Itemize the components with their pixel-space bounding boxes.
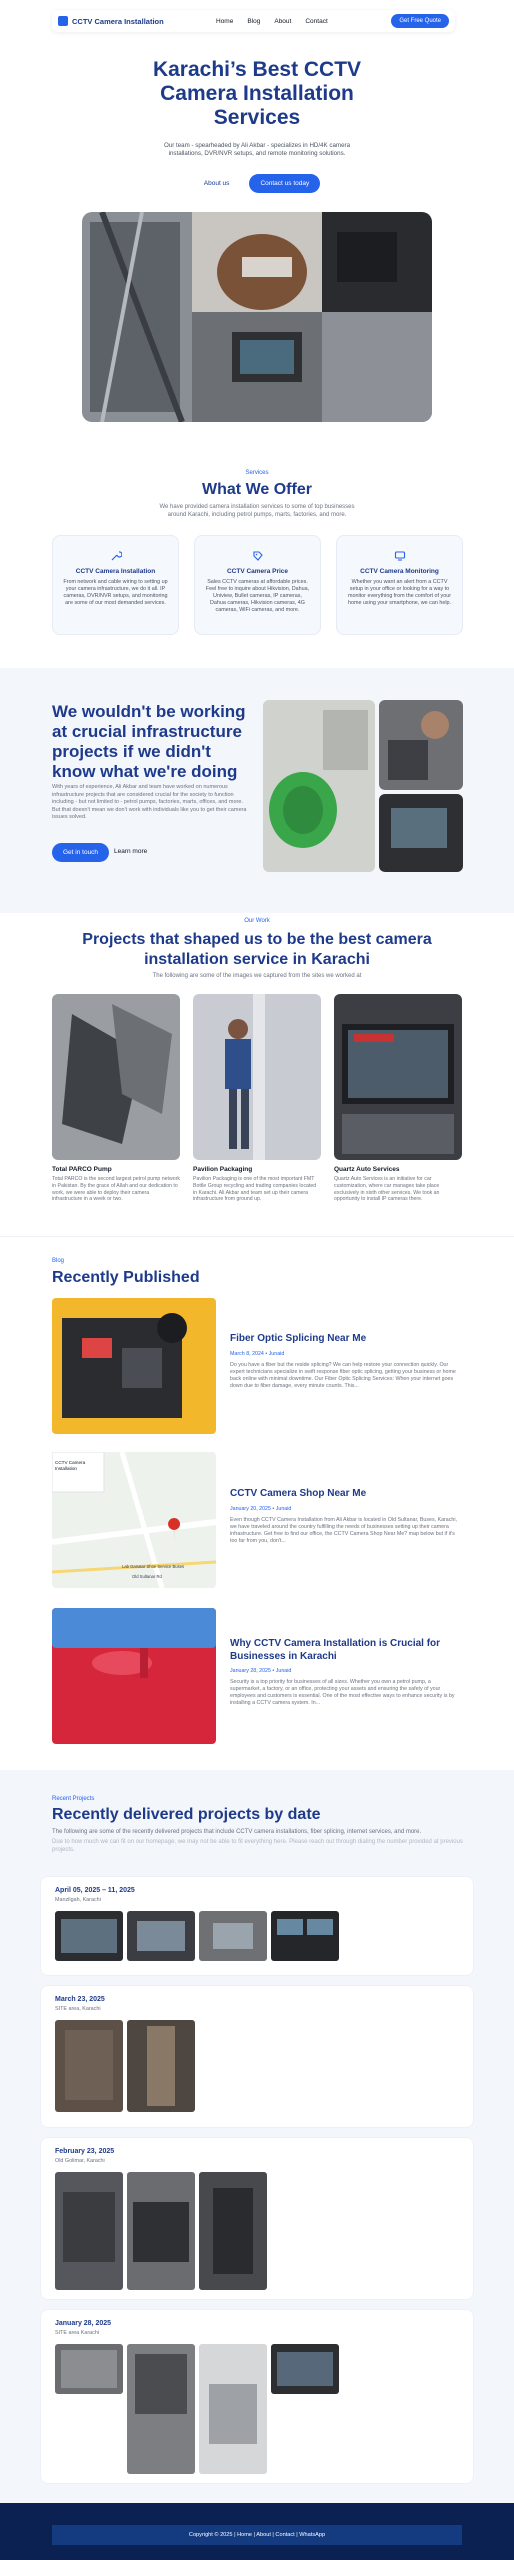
entry-location: SITE area, Karachi bbox=[55, 2006, 101, 2012]
top-navbar bbox=[52, 10, 455, 32]
nav-link-blog[interactable]: Blog bbox=[247, 17, 261, 25]
brand-logo[interactable] bbox=[58, 16, 198, 26]
gallery-thumbnail[interactable] bbox=[199, 2172, 267, 2290]
gallery-thumbnail[interactable] bbox=[127, 2344, 195, 2474]
service-title: CCTV Camera Price bbox=[226, 568, 289, 575]
project-text: Total PARCO is the second largest petrol pump network in Pakistan. By the grace of Allah and our dedication to work, we were able to deploy their camera infrastructure in a week or two. bbox=[52, 1176, 180, 1203]
entry-date: February 23, 2025 bbox=[55, 2148, 115, 2155]
gallery-thumbnail[interactable] bbox=[127, 2020, 195, 2112]
entry-location: Old Golimar, Karachi bbox=[55, 2158, 105, 2164]
project-entry bbox=[40, 2309, 474, 2484]
post-title[interactable]: Fiber Optic Splicing Near Me bbox=[230, 1333, 367, 1344]
hero-subtitle: Our team - spearheaded by Ali Akbar - specializes in HD/4K camera installations, DVR/NVR setups, and remote monitoring solutions. bbox=[163, 142, 351, 157]
entry-gallery bbox=[55, 1911, 459, 1961]
footer-links[interactable]: Copyright © 2025 | Home | About | Contact | WhatsApp bbox=[188, 2532, 326, 2538]
map-label-road: Lab Ganatar Shoe Service Buses bbox=[122, 1564, 185, 1569]
gallery-thumbnail[interactable] bbox=[127, 2172, 195, 2290]
brand-name: CCTV Camera Installation bbox=[72, 16, 164, 26]
entry-location: SITE area Karachi bbox=[55, 2330, 100, 2336]
entry-gallery bbox=[55, 2020, 459, 2112]
gallery-thumbnail[interactable] bbox=[55, 2020, 123, 2112]
post-title[interactable]: Why CCTV Camera Installation is Crucial for Businesses in Karachi bbox=[230, 1638, 441, 1662]
post-image-map[interactable] bbox=[52, 1452, 216, 1588]
get-quote-button[interactable]: Get Free Quote bbox=[391, 14, 449, 28]
tag-icon bbox=[205, 550, 310, 562]
service-card-price bbox=[194, 535, 321, 635]
gallery-thumbnail[interactable] bbox=[271, 1911, 339, 1961]
contact-us-button[interactable]: Contact us today bbox=[249, 174, 320, 193]
gallery-thumbnail[interactable] bbox=[199, 2344, 267, 2474]
gallery-thumbnail[interactable] bbox=[199, 1911, 267, 1961]
gallery-thumbnail[interactable] bbox=[55, 2344, 123, 2394]
entry-date: April 05, 2025 – 11, 2025 bbox=[55, 1887, 135, 1894]
recent-subtitle: The following are some of the recently delivered projects that include CCTV camera installations, fiber splicing, internet services, and more. bbox=[52, 1829, 422, 1835]
project-image bbox=[52, 994, 180, 1160]
project-title: Total PARCO Pump bbox=[52, 1166, 112, 1173]
entry-date: March 23, 2025 bbox=[55, 1996, 105, 2003]
nav-links bbox=[216, 18, 328, 25]
post-image-fiber[interactable] bbox=[52, 1298, 216, 1434]
services-subtitle: We have provided camera installation services to some of top businesses around Karachi, including petrol pumps, marts, factories, and more. bbox=[159, 504, 355, 518]
post-shop bbox=[230, 1488, 462, 1545]
blog-eyebrow: Blog bbox=[52, 1258, 65, 1264]
post-excerpt: Security is a top priority for businesses of all sizes. Whether you own a petrol pump, a supermarket, a factory, or an office, protecting your assets and ensuring the safety of your employees and customers is essential. One of the most effective ways to enhance security is by installing a CCTV camera system. In... bbox=[230, 1679, 455, 1706]
post-meta: January 20, 2025 • Junaid bbox=[230, 1505, 292, 1512]
footer-bar bbox=[52, 2525, 462, 2545]
learn-more-link[interactable]: Learn more bbox=[114, 848, 148, 855]
entry-gallery bbox=[55, 2344, 459, 2474]
work-eyebrow: Our Work bbox=[244, 918, 270, 924]
gallery-thumbnail[interactable] bbox=[55, 1911, 123, 1961]
project-card-parco[interactable] bbox=[52, 994, 180, 1203]
map-label-street: Old Sultanar Rd bbox=[132, 1574, 162, 1579]
nav-link-home[interactable]: Home bbox=[216, 17, 234, 25]
about-text: With years of experience, Ali Akbar and team have worked on numerous infrastructure projects that are considered crucial for the society to function including - but not limited to - petrol pumps, factories, marts, offices, and more. But that doesn't mean we don't work with individuals like you to get their camera issues solved. bbox=[52, 784, 247, 820]
camera-icon bbox=[58, 16, 68, 26]
service-text: Whether you want an alert from a CCTV setup in your office or looking for a way to monitor everything from the comfort of your home using your smartphone, we can help. bbox=[347, 579, 452, 606]
service-text: Sales CCTV cameras at affordable prices. Feel free to inquire about Hikvision, Dahua, Uniview, Bullet cameras, IP cameras, Dahua cameras, Hikvision cameras, 4G cameras, WiFi cameras, and more. bbox=[205, 579, 310, 613]
post-excerpt: Do you have a fiber but the reside splicing? We can help restore your connection quickly. Our expert technicians specialize in swift response fiber optic splicing, getting your business or home back online with minimal downtime. Our Fiber Optic Splicing Services: When your internet goes down due to fiber damage, every minute counts. This... bbox=[230, 1361, 456, 1389]
service-card-installation bbox=[52, 535, 179, 635]
entry-location: Manzilgah, Karachi bbox=[55, 1897, 101, 1903]
project-image bbox=[193, 994, 321, 1160]
project-entry bbox=[40, 1876, 474, 1976]
hero-collage-image bbox=[82, 212, 432, 422]
services-eyebrow: Services bbox=[245, 470, 269, 476]
divider bbox=[0, 1236, 514, 1237]
about-title: We wouldn't be working at crucial infrastructure projects if we didn't know what we're doing bbox=[52, 702, 246, 781]
project-title: Quartz Auto Services bbox=[334, 1166, 400, 1173]
about-us-button[interactable]: About us bbox=[203, 180, 230, 187]
work-subtitle: The following are some of the images we captured from the sites we worked at bbox=[152, 973, 362, 979]
project-title: Pavilion Packaging bbox=[193, 1166, 253, 1173]
project-card-pavilion[interactable] bbox=[193, 994, 321, 1203]
post-excerpt: Even though CCTV Camera Installation from Ali Akbar is located in Old Sultanar, Buses, Karachi, we have traveled around the country fulfilling the needs of businesses setting up their camera infrastructure. Get free to find our office, the CCTV Camera Shop Near Me? map below but if it's too far from you, don't... bbox=[230, 1516, 457, 1544]
service-text: From network and cable wiring to setting up your camera infrastructure, we do it all. IP cameras, DVR/NVR setups, and monitoring are some of our most demanded services. bbox=[63, 579, 168, 606]
hero-actions bbox=[0, 174, 514, 193]
project-entry bbox=[40, 1985, 474, 2128]
post-image-camera[interactable] bbox=[52, 1608, 216, 1744]
gallery-thumbnail[interactable] bbox=[127, 1911, 195, 1961]
project-text: Pavilion Packaging is one of the most important FMT Bottle Group recycling and trading companies located in Karachi. Ali Akbar and team set up their camera infrastructure from ground up. bbox=[193, 1176, 317, 1203]
recent-note: Due to how much we can fit on our homepage, we may not be able to fit everything here. Please reach out through dialing the number provided at previous projects. bbox=[52, 1839, 463, 1853]
project-image bbox=[334, 994, 462, 1160]
post-title[interactable]: CCTV Camera Shop Near Me bbox=[230, 1488, 367, 1499]
recent-title: Recently delivered projects by date bbox=[52, 1806, 321, 1823]
monitor-icon bbox=[347, 550, 452, 562]
post-meta: January 28, 2025 • Junaid bbox=[230, 1668, 292, 1674]
post-crucial bbox=[230, 1638, 462, 1707]
entry-gallery bbox=[55, 2172, 459, 2290]
project-entry bbox=[40, 2137, 474, 2300]
service-title: CCTV Camera Monitoring bbox=[360, 568, 439, 575]
hero-title: Karachi’s Best CCTV Camera Installation Services bbox=[152, 58, 362, 129]
project-text: Quartz Auto Services is an initiative for car customization, where car manages take place exclusively in sixth other services. We took an opportunity to install IP cameras there. bbox=[334, 1176, 440, 1203]
site-footer bbox=[0, 2503, 514, 2560]
project-card-quartz[interactable] bbox=[334, 994, 462, 1203]
entry-date: January 28, 2025 bbox=[55, 2320, 112, 2327]
service-card-monitoring bbox=[336, 535, 463, 635]
service-title: CCTV Camera Installation bbox=[75, 568, 156, 575]
gallery-thumbnail[interactable] bbox=[271, 2344, 339, 2394]
get-in-touch-button[interactable]: Get in touch bbox=[52, 843, 109, 862]
map-label-shop: CCTV Camera Installation bbox=[55, 1460, 86, 1471]
post-meta: March 8, 2024 • Junaid bbox=[230, 1350, 285, 1357]
nav-link-contact[interactable]: Contact bbox=[305, 17, 328, 25]
blog-title: Recently Published bbox=[52, 1269, 200, 1286]
work-title: Projects that shaped us to be the best camera installation service in Karachi bbox=[82, 931, 432, 968]
nav-link-about[interactable]: About bbox=[274, 17, 292, 25]
gallery-thumbnail[interactable] bbox=[55, 2172, 123, 2290]
services-title: What We Offer bbox=[202, 481, 312, 498]
wrench-icon bbox=[63, 550, 168, 562]
recent-eyebrow: Recent Projects bbox=[52, 1796, 95, 1802]
post-fiber bbox=[230, 1333, 462, 1390]
about-collage-image bbox=[263, 700, 463, 872]
